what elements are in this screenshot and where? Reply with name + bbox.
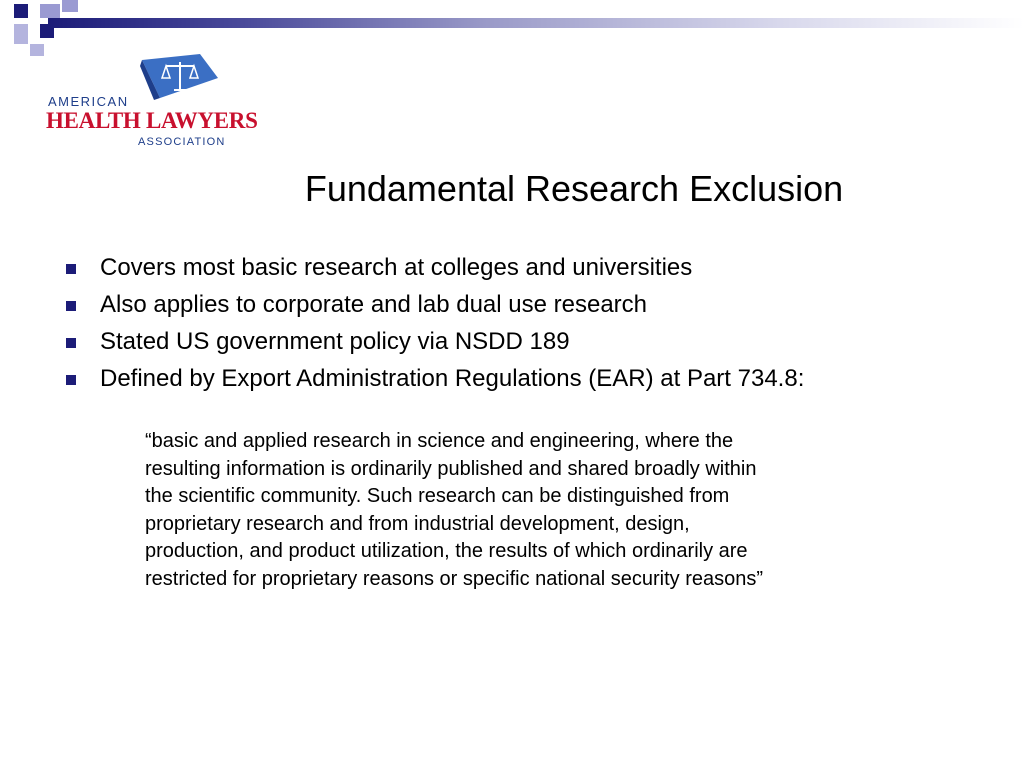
slide-title: Fundamental Research Exclusion — [304, 168, 844, 209]
scales-of-justice-icon — [140, 52, 220, 100]
bullet-item — [62, 289, 804, 326]
quote-line: the scientific community. Such research can be distinguished from — [145, 485, 730, 507]
corner-square-5 — [62, 0, 78, 12]
corner-square-3 — [14, 24, 28, 44]
corner-square-1 — [14, 4, 28, 18]
bullet-square-icon — [66, 264, 76, 274]
quote-line: production, and product utilization, the results of which ordinarily are — [145, 540, 748, 562]
bullet-text: Covers most basic research at colleges and universities — [100, 254, 693, 281]
logo-text-health-lawyers: HEALTH LAWYERS — [46, 108, 258, 133]
header-gradient-bar — [48, 18, 1024, 28]
corner-square-2 — [40, 4, 60, 18]
bullet-text: Defined by Export Administration Regulations (EAR) at Part 734.8: — [100, 365, 805, 392]
quote-line: “basic and applied research in science and engineering, where the — [145, 430, 734, 452]
bullet-square-icon — [66, 338, 76, 348]
logo-text-association: ASSOCIATION — [138, 136, 226, 148]
bullet-square-icon — [66, 301, 76, 311]
quote-line: restricted for proprietary reasons or specific national security reasons” — [145, 567, 764, 590]
bullet-item — [62, 326, 804, 363]
bullet-square-icon — [66, 375, 76, 385]
organization-logo — [44, 52, 258, 152]
quote-line: proprietary research and from industrial development, design, — [145, 512, 690, 535]
regulation-quote — [145, 428, 965, 593]
bullet-list — [62, 252, 804, 400]
bullet-text: Also applies to corporate and lab dual use research — [100, 291, 648, 318]
logo-text-american: AMERICAN — [48, 94, 129, 109]
corner-square-6 — [30, 44, 44, 56]
quote-line: resulting information is ordinarily published and shared broadly within — [145, 457, 757, 480]
bullet-item — [62, 363, 804, 400]
bullet-item — [62, 252, 804, 289]
bullet-text: Stated US government policy via NSDD 189 — [100, 328, 570, 355]
